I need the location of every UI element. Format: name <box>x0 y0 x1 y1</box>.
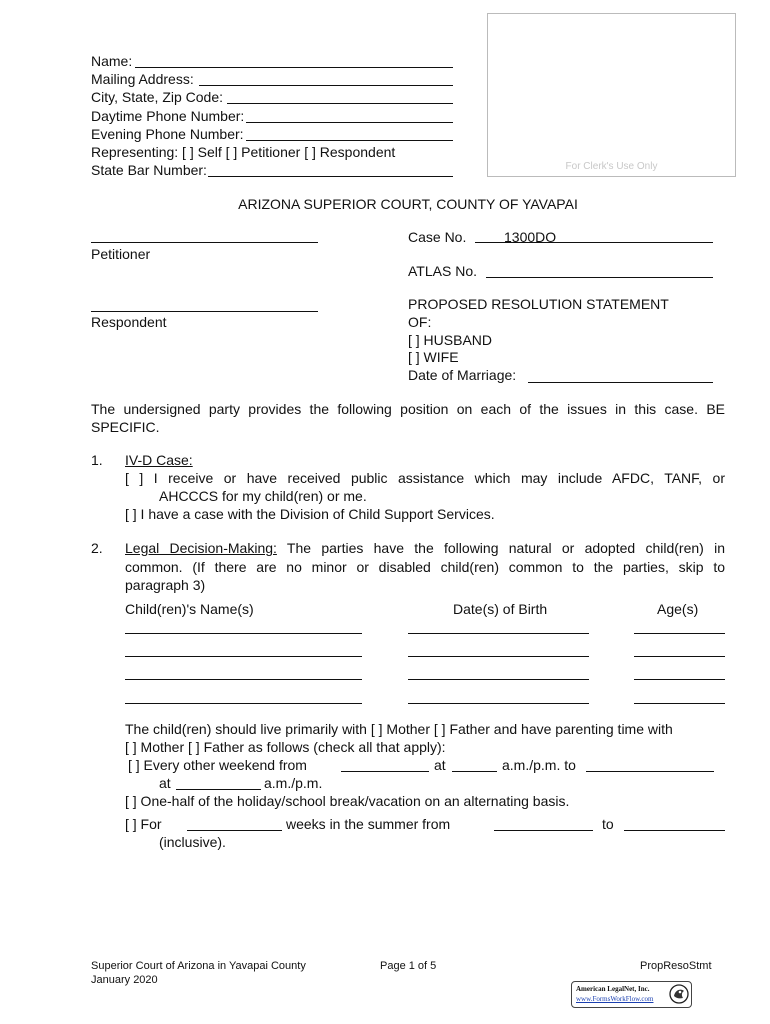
weekend-to-field[interactable] <box>586 771 714 772</box>
city-label: City, State, Zip Code: <box>91 89 224 105</box>
wife-row <box>408 348 459 366</box>
intro-text-1: The undersigned party provides the following position on each of the issues in this case. BE <box>91 401 725 417</box>
wife-checkbox[interactable]: [ ] WIFE <box>408 349 459 365</box>
city-row <box>91 88 223 106</box>
section2-number: 2. <box>91 540 103 556</box>
court-title: ARIZONA SUPERIOR COURT, COUNTY OF YAVAPAI <box>238 196 578 212</box>
section1-title-row <box>125 451 193 469</box>
respondent-row <box>91 313 167 331</box>
day-phone-field[interactable] <box>246 122 453 123</box>
weekend-ampm-to-row <box>502 756 576 774</box>
statement-title-2: OF: <box>408 314 432 330</box>
representing-label[interactable]: Representing: [ ] Self [ ] Petitioner [ ] Respondent <box>91 144 396 160</box>
husband-checkbox[interactable]: [ ] HUSBAND <box>408 332 493 348</box>
footer-form-code-row <box>640 959 712 973</box>
child-name-field-3[interactable] <box>125 679 362 680</box>
weekend-at-label: at <box>434 757 446 773</box>
name-row <box>91 52 132 70</box>
summer-weeks-field[interactable] <box>187 830 282 831</box>
statement-title-row-1 <box>408 295 669 313</box>
weekend-at2-label: at <box>159 775 171 791</box>
petitioner-field[interactable] <box>91 242 318 243</box>
weekend-ampm-to-label: a.m./p.m. to <box>502 757 576 773</box>
summer-inclusive-label: (inclusive). <box>159 834 226 850</box>
child-age-field-4[interactable] <box>634 703 725 704</box>
section2-line2-text: common. (If there are no minor or disabled child(ren) common to the parties, skip to <box>125 559 725 575</box>
section2-line3-row <box>125 576 205 594</box>
weekend-ampm-row <box>264 774 322 792</box>
respondent-label: Respondent <box>91 314 167 330</box>
bar-field[interactable] <box>208 176 453 177</box>
weekend-at2-row <box>159 774 171 792</box>
live-line-1-row <box>125 720 673 738</box>
eve-phone-field[interactable] <box>246 140 453 141</box>
court-title-row <box>0 195 770 213</box>
mailing-row <box>91 70 194 88</box>
atlas-row <box>408 262 477 280</box>
summer-checkbox[interactable]: [ ] For <box>125 816 162 832</box>
child-name-field-4[interactable] <box>125 703 362 704</box>
day-phone-row <box>91 107 244 125</box>
section2-line3-text: paragraph 3) <box>125 577 206 593</box>
footer-court-row <box>91 959 306 973</box>
case-no-value: 1300DO <box>504 229 557 245</box>
case-no-label: Case No. <box>408 229 467 245</box>
holiday-checkbox[interactable]: [ ] One-half of the holiday/school break/vacation on an alternating basis. <box>125 793 570 809</box>
clerk-use-box <box>487 13 736 177</box>
representing-row <box>91 143 395 161</box>
summer-to-field[interactable] <box>624 830 725 831</box>
day-phone-label: Daytime Phone Number: <box>91 108 245 124</box>
section1-number-row <box>91 451 103 469</box>
footer-page-row <box>380 959 436 973</box>
footer-form-code: PropResoStmt <box>640 960 712 972</box>
child-age-field-1[interactable] <box>634 633 725 634</box>
summer-from-field[interactable] <box>494 830 593 831</box>
intro-line-1 <box>91 400 725 418</box>
col-dob-header-row <box>453 600 547 618</box>
eve-phone-label: Evening Phone Number: <box>91 126 244 142</box>
holiday-row <box>125 792 569 810</box>
public-assistance-cont: AHCCCS for my child(ren) or me. <box>159 488 367 504</box>
husband-row <box>408 331 492 349</box>
statement-title-1: PROPOSED RESOLUTION STATEMENT <box>408 296 669 312</box>
name-label: Name: <box>91 53 133 69</box>
footer-page: Page 1 of 5 <box>380 960 437 972</box>
summer-row <box>125 815 162 833</box>
footer-date: January 2020 <box>91 974 158 986</box>
weekend-from-field[interactable] <box>341 771 429 772</box>
summer-weeks-label: weeks in the summer from <box>286 816 451 832</box>
child-dob-field-4[interactable] <box>408 703 589 704</box>
statement-title-row-2 <box>408 313 431 331</box>
petitioner-row <box>91 245 150 263</box>
footer-court: Superior Court of Arizona in Yavapai County <box>91 960 306 972</box>
weekend-end-time-field[interactable] <box>176 789 261 790</box>
col-age-header: Age(s) <box>657 601 699 617</box>
marriage-date-field[interactable] <box>528 382 713 383</box>
marriage-label: Date of Marriage: <box>408 367 517 383</box>
col-names-header-row <box>125 600 254 618</box>
mailing-label: Mailing Address: <box>91 71 194 87</box>
child-dob-field-3[interactable] <box>408 679 589 680</box>
intro-text-2: SPECIFIC. <box>91 419 160 435</box>
section2-line2-row <box>125 558 725 576</box>
section2-line1-text: The parties have the following natural or adopted child(ren) in <box>276 540 725 556</box>
section1-number: 1. <box>91 452 103 468</box>
mailing-field[interactable] <box>199 85 453 86</box>
section1-opt2-row <box>125 505 495 523</box>
intro-line-2 <box>91 418 159 436</box>
section1-opt1-cont-row <box>159 487 367 505</box>
publisher-logo-icon <box>669 984 689 1004</box>
atlas-field[interactable] <box>486 277 713 278</box>
child-dob-field-2[interactable] <box>408 656 589 657</box>
weekend-checkbox[interactable]: [ ] Every other weekend from <box>128 757 307 773</box>
public-assistance-checkbox[interactable]: [ ] I receive or have received public assistance which may include AFDC, TANF, or <box>125 470 725 486</box>
petitioner-label: Petitioner <box>91 246 151 262</box>
live-line-2-row <box>125 738 446 756</box>
summer-inclusive-row <box>159 833 226 851</box>
eve-phone-row <box>91 125 244 143</box>
atlas-label: ATLAS No. <box>408 263 477 279</box>
section2-line1-row <box>125 539 725 557</box>
col-names-header: Child(ren)'s Name(s) <box>125 601 254 617</box>
bar-label: State Bar Number: <box>91 162 207 178</box>
summer-to-label: to <box>602 816 614 832</box>
child-dob-field-1[interactable] <box>408 633 589 634</box>
weekend-row <box>128 756 307 774</box>
section1-title: IV-D Case: <box>125 452 193 468</box>
child-age-field-3[interactable] <box>634 679 725 680</box>
publisher-badge[interactable] <box>571 981 692 1008</box>
weekend-time-field[interactable] <box>452 771 497 772</box>
summer-weeks-row <box>286 815 450 833</box>
child-name-field-2[interactable] <box>125 656 362 657</box>
dcss-case-checkbox[interactable]: [ ] I have a case with the Division of Child Support Services. <box>125 506 495 522</box>
clerk-box-label: For Clerk's Use Only <box>565 161 658 172</box>
bar-row <box>91 161 207 179</box>
weekend-at-row <box>434 756 446 774</box>
section2-title: Legal Decision-Making: <box>125 540 277 556</box>
case-no-value-row <box>504 228 556 246</box>
live-line-1[interactable]: The child(ren) should live primarily with [ ] Mother [ ] Father and have parenting time with <box>125 721 673 737</box>
footer-date-row <box>91 973 158 987</box>
case-no-row <box>408 228 466 246</box>
section2-number-row <box>91 539 103 557</box>
section1-opt1-row <box>125 469 725 487</box>
child-age-field-2[interactable] <box>634 656 725 657</box>
marriage-row <box>408 366 516 384</box>
live-line-2[interactable]: [ ] Mother [ ] Father as follows (check all that apply): <box>125 739 446 755</box>
publisher-url[interactable]: www.FormsWorkFlow.com <box>576 995 654 1003</box>
weekend-ampm-label: a.m./p.m. <box>264 775 323 791</box>
name-field[interactable] <box>135 67 453 68</box>
respondent-field[interactable] <box>91 311 318 312</box>
publisher-name: American LegalNet, Inc. <box>576 985 650 993</box>
col-dob-header: Date(s) of Birth <box>453 601 548 617</box>
summer-to-row <box>602 815 614 833</box>
child-name-field-1[interactable] <box>125 633 362 634</box>
city-field[interactable] <box>227 103 453 104</box>
col-age-header-row <box>657 600 698 618</box>
